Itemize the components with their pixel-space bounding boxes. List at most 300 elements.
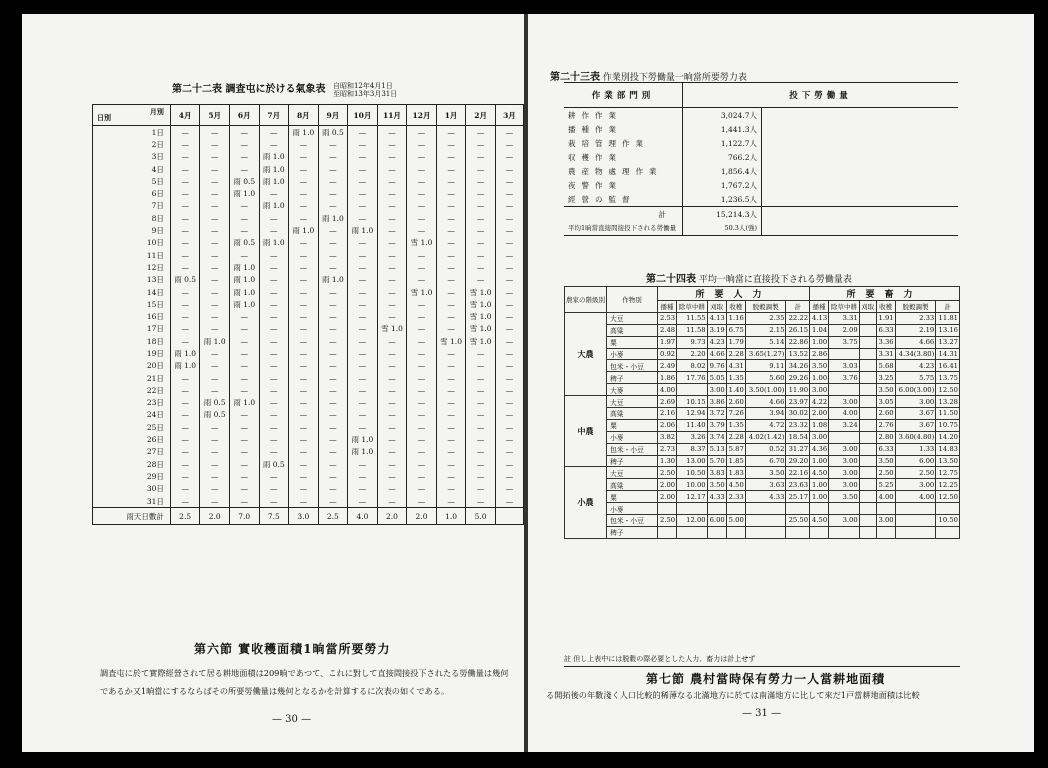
labor-value: 3.26 — [677, 431, 708, 443]
weather-cell: — — [377, 274, 407, 286]
animal-value: 12.50 — [936, 384, 960, 396]
crop-label: 高粱 — [607, 479, 658, 491]
section-6-title: 第六節 實收穫面積1晌當所要勞力 — [194, 642, 391, 656]
weather-cell: — — [436, 138, 466, 150]
labor-value: 0.92 — [658, 348, 677, 360]
animal-value — [876, 503, 895, 515]
day-label: 19日 — [93, 347, 171, 359]
animal-value: 1.08 — [810, 419, 829, 431]
weather-cell: — — [466, 433, 496, 445]
day-label: 14日 — [93, 286, 171, 298]
labor-value — [786, 503, 810, 515]
animal-value: 2.50 — [876, 467, 895, 479]
day-label: 3日 — [93, 151, 171, 163]
weather-cell: — — [436, 446, 466, 458]
weather-cell: — — [229, 495, 259, 508]
weather-cell: — — [259, 360, 289, 372]
table24-head-crop: 作物別 — [607, 287, 658, 313]
weather-cell: — — [377, 224, 407, 236]
weather-cell: — — [318, 483, 348, 495]
weather-cell: — — [289, 409, 319, 421]
labor-value: 4.13 — [707, 312, 726, 324]
weather-cell: — — [348, 151, 378, 163]
labor-value: 1.30 — [658, 455, 677, 467]
labor-value: 2.16 — [658, 408, 677, 420]
weather-cell: — — [289, 187, 319, 199]
weather-cell: — — [289, 138, 319, 150]
day-label: 7日 — [93, 200, 171, 212]
weather-cell: — — [318, 360, 348, 372]
animal-value — [859, 479, 876, 491]
weather-cell: — — [289, 446, 319, 458]
weather-cell: — — [289, 347, 319, 359]
labor-value: 5.60 — [745, 372, 786, 384]
weather-cell: — — [289, 421, 319, 433]
weather-cell: — — [348, 397, 378, 409]
day-label: 15日 — [93, 298, 171, 310]
labor-subheader: 刈取 — [707, 301, 726, 313]
weather-cell: — — [407, 483, 437, 495]
weather-cell: — — [377, 397, 407, 409]
animal-value — [859, 515, 876, 527]
weather-cell: — — [495, 446, 523, 458]
weather-cell: — — [436, 347, 466, 359]
animal-value: 3.50 — [876, 455, 895, 467]
animal-value: 12.50 — [936, 491, 960, 503]
animal-value: 3.00 — [829, 396, 860, 408]
day-label: 27日 — [93, 446, 171, 458]
weather-cell: — — [289, 212, 319, 224]
weather-cell: — — [436, 286, 466, 298]
labor-value: 2.15 — [745, 324, 786, 336]
labor-value: 3.83 — [707, 467, 726, 479]
weather-cell: — — [495, 335, 523, 347]
labor-value: 10.50 — [677, 467, 708, 479]
weather-cell: — — [407, 372, 437, 384]
weather-cell: — — [377, 495, 407, 508]
weather-cell: — — [348, 483, 378, 495]
total-label: 雨天日數計 — [93, 508, 171, 525]
animal-value — [859, 408, 876, 420]
weather-cell: — — [407, 187, 437, 199]
table-row — [93, 483, 524, 495]
crop-label: 粟 — [607, 336, 658, 348]
table-row — [93, 163, 524, 175]
weather-cell: — — [170, 470, 200, 482]
labor-value: 2.00 — [658, 479, 677, 491]
animal-value — [895, 503, 936, 515]
animal-value: 2.09 — [829, 324, 860, 336]
labor-value: 5.13 — [707, 443, 726, 455]
weather-cell: 雨 0.5 — [200, 409, 230, 421]
weather-cell: — — [495, 224, 523, 236]
labor-value: 25.50 — [786, 515, 810, 527]
weather-cell: — — [436, 274, 466, 286]
weather-cell: — — [407, 212, 437, 224]
total-cell — [495, 508, 523, 525]
weather-cell: — — [436, 397, 466, 409]
crop-label: 大豆 — [607, 312, 658, 324]
labor-value — [726, 503, 745, 515]
weather-cell: 雪 1.0 — [466, 335, 496, 347]
weather-cell: 雨 1.0 — [229, 298, 259, 310]
weather-cell: — — [407, 360, 437, 372]
weather-cell: — — [377, 212, 407, 224]
labor-value: 4.50 — [726, 479, 745, 491]
table-row — [565, 443, 960, 455]
weather-cell: — — [200, 237, 230, 249]
labor-value: 2.48 — [658, 324, 677, 336]
table22-corner: 月別 日別 — [93, 105, 171, 126]
weather-cell: — — [495, 126, 523, 139]
weather-cell: — — [377, 470, 407, 482]
weather-cell: 雪 1.0 — [466, 310, 496, 322]
weather-cell: — — [170, 249, 200, 261]
animal-value: 3.67 — [895, 419, 936, 431]
animal-value: 4.50 — [810, 515, 829, 527]
animal-value — [829, 503, 860, 515]
weather-cell: — — [348, 200, 378, 212]
table-row — [93, 335, 524, 347]
animal-value — [829, 384, 860, 396]
labor-value: 1.16 — [726, 312, 745, 324]
weather-cell: — — [170, 187, 200, 199]
weather-cell: — — [436, 470, 466, 482]
animal-value: 4.22 — [810, 396, 829, 408]
animal-value: 3.00 — [829, 443, 860, 455]
labor-subheader: 播種 — [658, 301, 677, 313]
total-cell: 2.5 — [318, 508, 348, 525]
animal-value — [859, 396, 876, 408]
weather-cell: — — [348, 138, 378, 150]
labor-value: 34.26 — [786, 360, 810, 372]
total-cell: 2.5 — [170, 508, 200, 525]
labor-value: 2.33 — [726, 491, 745, 503]
weather-cell: — — [289, 237, 319, 249]
weather-cell: — — [289, 372, 319, 384]
animal-value: 3.31 — [829, 312, 860, 324]
weather-cell: — — [229, 212, 259, 224]
weather-cell: — — [407, 249, 437, 261]
weather-cell: — — [436, 323, 466, 335]
work-remark — [762, 164, 959, 178]
weather-cell: — — [377, 310, 407, 322]
weather-cell: — — [170, 261, 200, 273]
animal-value: 14.31 — [936, 348, 960, 360]
weather-cell: — — [348, 274, 378, 286]
weather-cell: — — [377, 421, 407, 433]
animal-value: 3.50 — [876, 384, 895, 396]
animal-value: 3.36 — [876, 336, 895, 348]
page-number-right: — 31 — — [742, 708, 782, 719]
animal-value: 13.16 — [936, 324, 960, 336]
weather-cell: — — [407, 261, 437, 273]
weather-cell: 雨 1.0 — [229, 187, 259, 199]
total-cell: 5.0 — [466, 508, 496, 525]
labor-value — [707, 526, 726, 538]
labor-value: 1.40 — [726, 384, 745, 396]
table-row — [565, 312, 960, 324]
day-label: 10日 — [93, 237, 171, 249]
weather-cell: — — [348, 298, 378, 310]
labor-value: 1.79 — [726, 336, 745, 348]
labor-value: 4.33 — [745, 491, 786, 503]
weather-cell: 雨 1.0 — [259, 163, 289, 175]
weather-cell: — — [407, 126, 437, 139]
table-row — [93, 212, 524, 224]
weather-cell: 雨 1.0 — [259, 200, 289, 212]
weather-cell: — — [200, 360, 230, 372]
animal-value: 1.00 — [810, 336, 829, 348]
crop-label: 小麥 — [607, 431, 658, 443]
weather-cell: — — [377, 347, 407, 359]
crop-label: 大麥 — [607, 384, 658, 396]
animal-value: 4.36 — [810, 443, 829, 455]
labor-value: 18.54 — [786, 431, 810, 443]
animal-value: 4.23 — [895, 360, 936, 372]
animal-value: 4.00 — [895, 491, 936, 503]
section-7-paragraph: る開拓後の年數淺く人口比較的稀薄なる北滿地方に於ては南滿地方に比して來だ1戸當耕地面積は比較 — [546, 690, 920, 700]
weather-cell: — — [318, 397, 348, 409]
work-label: 播種作業 — [568, 124, 622, 134]
weather-cell: — — [407, 384, 437, 396]
work-remark — [762, 122, 959, 136]
weather-cell: — — [407, 347, 437, 359]
weather-cell: — — [229, 458, 259, 470]
weather-cell: 雨 1.0 — [289, 224, 319, 236]
table-row — [93, 372, 524, 384]
weather-cell: — — [495, 237, 523, 249]
weather-cell: — — [259, 397, 289, 409]
weather-cell: — — [170, 151, 200, 163]
day-label: 9日 — [93, 224, 171, 236]
table-row — [565, 348, 960, 360]
labor-value: 22.86 — [786, 336, 810, 348]
weather-cell: — — [170, 200, 200, 212]
weather-cell: — — [407, 397, 437, 409]
animal-value: 1.00 — [810, 455, 829, 467]
labor-value: 10.15 — [677, 396, 708, 408]
labor-value — [707, 503, 726, 515]
labor-value: 5.70 — [707, 455, 726, 467]
weather-cell: — — [407, 335, 437, 347]
labor-value: 3.79 — [707, 419, 726, 431]
weather-cell: — — [259, 372, 289, 384]
weather-cell: — — [348, 323, 378, 335]
weather-cell: — — [495, 360, 523, 372]
weather-cell: — — [436, 495, 466, 508]
table-row — [93, 224, 524, 236]
weather-cell: 雨 1.0 — [259, 175, 289, 187]
labor-value: 3.50 — [707, 479, 726, 491]
weather-cell: — — [200, 310, 230, 322]
labor-value: 1.97 — [658, 336, 677, 348]
weather-cell: — — [259, 261, 289, 273]
animal-value: 13.27 — [936, 336, 960, 348]
weather-cell: — — [407, 151, 437, 163]
weather-cell: — — [495, 163, 523, 175]
section-7-title: 第七節 農村當時保有勞力一人當耕地面積 — [646, 672, 886, 686]
weather-cell: — — [436, 200, 466, 212]
table-row — [93, 274, 524, 286]
labor-value: 29.20 — [786, 455, 810, 467]
weather-cell: — — [259, 470, 289, 482]
table-row — [93, 397, 524, 409]
weather-cell: — — [318, 446, 348, 458]
weather-cell: — — [495, 298, 523, 310]
crop-label: 大豆 — [607, 467, 658, 479]
work-value: 3,024.7人 — [683, 108, 762, 123]
labor-value: 4.72 — [745, 419, 786, 431]
animal-value: 12.75 — [936, 467, 960, 479]
work-label: 夜警作業 — [568, 180, 622, 190]
weather-cell: — — [407, 458, 437, 470]
crop-label: 稗子 — [607, 455, 658, 467]
work-remark — [762, 192, 959, 207]
weather-cell: — — [436, 261, 466, 273]
table-row — [93, 347, 524, 359]
weather-cell: — — [318, 335, 348, 347]
weather-cell: — — [495, 310, 523, 322]
work-remark — [762, 136, 959, 150]
weather-cell: — — [436, 126, 466, 139]
labor-value: 8.37 — [677, 443, 708, 455]
day-label: 17日 — [93, 323, 171, 335]
animal-value: 11.50 — [936, 408, 960, 420]
animal-value: 11.81 — [936, 312, 960, 324]
weather-cell: — — [495, 483, 523, 495]
table-row — [93, 433, 524, 445]
total-row — [93, 508, 524, 525]
weather-cell: — — [466, 187, 496, 199]
weather-cell: — — [436, 433, 466, 445]
weather-cell: — — [259, 384, 289, 396]
weather-cell: — — [466, 274, 496, 286]
animal-value: 4.13 — [810, 312, 829, 324]
labor-value — [726, 526, 745, 538]
day-label: 16日 — [93, 310, 171, 322]
weather-cell: — — [436, 163, 466, 175]
weather-cell: — — [200, 384, 230, 396]
weather-cell: — — [200, 421, 230, 433]
weather-cell: 雨 1.0 — [170, 360, 200, 372]
labor-value: 3.74 — [707, 431, 726, 443]
weather-cell: — — [466, 397, 496, 409]
weather-cell: — — [377, 286, 407, 298]
weather-cell: — — [200, 458, 230, 470]
weather-cell: — — [289, 495, 319, 508]
weather-cell: 雨 1.0 — [348, 224, 378, 236]
labor-subheader: 收穫 — [726, 301, 745, 313]
animal-value: 4.66 — [895, 336, 936, 348]
weather-cell: — — [495, 372, 523, 384]
labor-value: 25.17 — [786, 491, 810, 503]
day-label: 4日 — [93, 163, 171, 175]
table-row — [564, 178, 958, 192]
animal-value — [829, 526, 860, 538]
labor-value: 7.26 — [726, 408, 745, 420]
weather-cell: — — [200, 163, 230, 175]
animal-value: 5.25 — [876, 479, 895, 491]
weather-cell: — — [348, 470, 378, 482]
weather-cell: 雨 0.5 — [229, 175, 259, 187]
weather-cell: — — [289, 310, 319, 322]
weather-cell: 雨 1.0 — [200, 335, 230, 347]
work-remark — [762, 150, 959, 164]
day-label: 18日 — [93, 335, 171, 347]
weather-cell: — — [407, 138, 437, 150]
weather-cell: — — [318, 286, 348, 298]
labor-value: 13.00 — [677, 455, 708, 467]
weather-cell: — — [200, 138, 230, 150]
weather-cell: — — [495, 421, 523, 433]
weather-cell: — — [348, 335, 378, 347]
animal-value: 3.00 — [829, 479, 860, 491]
animal-value: 1.00 — [810, 491, 829, 503]
labor-value: 6.00 — [707, 515, 726, 527]
weather-cell: — — [318, 458, 348, 470]
table-row — [93, 421, 524, 433]
weather-cell: — — [436, 212, 466, 224]
animal-value — [859, 443, 876, 455]
weather-cell: — — [436, 175, 466, 187]
labor-value: 9.76 — [707, 360, 726, 372]
animal-value — [859, 526, 876, 538]
weather-cell: — — [348, 175, 378, 187]
labor-value — [745, 503, 786, 515]
weather-cell: — — [229, 163, 259, 175]
weather-cell: — — [289, 335, 319, 347]
weather-cell: — — [466, 495, 496, 508]
labor-value: 2.20 — [677, 348, 708, 360]
animal-value: 2.50 — [895, 467, 936, 479]
weather-cell: — — [318, 298, 348, 310]
labor-value: 23.63 — [786, 479, 810, 491]
weather-cell: — — [200, 433, 230, 445]
weather-cell: 雨 0.5 — [200, 397, 230, 409]
weather-cell: — — [348, 360, 378, 372]
table-row — [565, 467, 960, 479]
animal-value: 3.00 — [829, 455, 860, 467]
labor-value: 10.00 — [677, 479, 708, 491]
weather-cell: — — [495, 433, 523, 445]
animal-value — [859, 348, 876, 360]
right-page — [528, 14, 1034, 752]
weather-cell: — — [377, 458, 407, 470]
weather-cell: — — [229, 323, 259, 335]
weather-cell: — — [407, 446, 437, 458]
labor-value: 22.16 — [786, 467, 810, 479]
weather-cell: — — [259, 298, 289, 310]
work-label: 經營の監督 — [568, 194, 636, 204]
day-label: 5日 — [93, 175, 171, 187]
day-label: 23日 — [93, 397, 171, 409]
weather-cell: — — [200, 298, 230, 310]
weather-cell: — — [170, 298, 200, 310]
table-row — [565, 431, 960, 443]
weather-cell: — — [170, 212, 200, 224]
weather-cell: — — [289, 384, 319, 396]
weather-cell: — — [259, 446, 289, 458]
animal-value — [859, 455, 876, 467]
table-row — [564, 192, 958, 207]
table-row — [93, 126, 524, 139]
weather-cell: — — [229, 384, 259, 396]
day-label: 13日 — [93, 274, 171, 286]
animal-value: 3.05 — [876, 396, 895, 408]
weather-cell: — — [200, 495, 230, 508]
day-label: 2日 — [93, 138, 171, 150]
